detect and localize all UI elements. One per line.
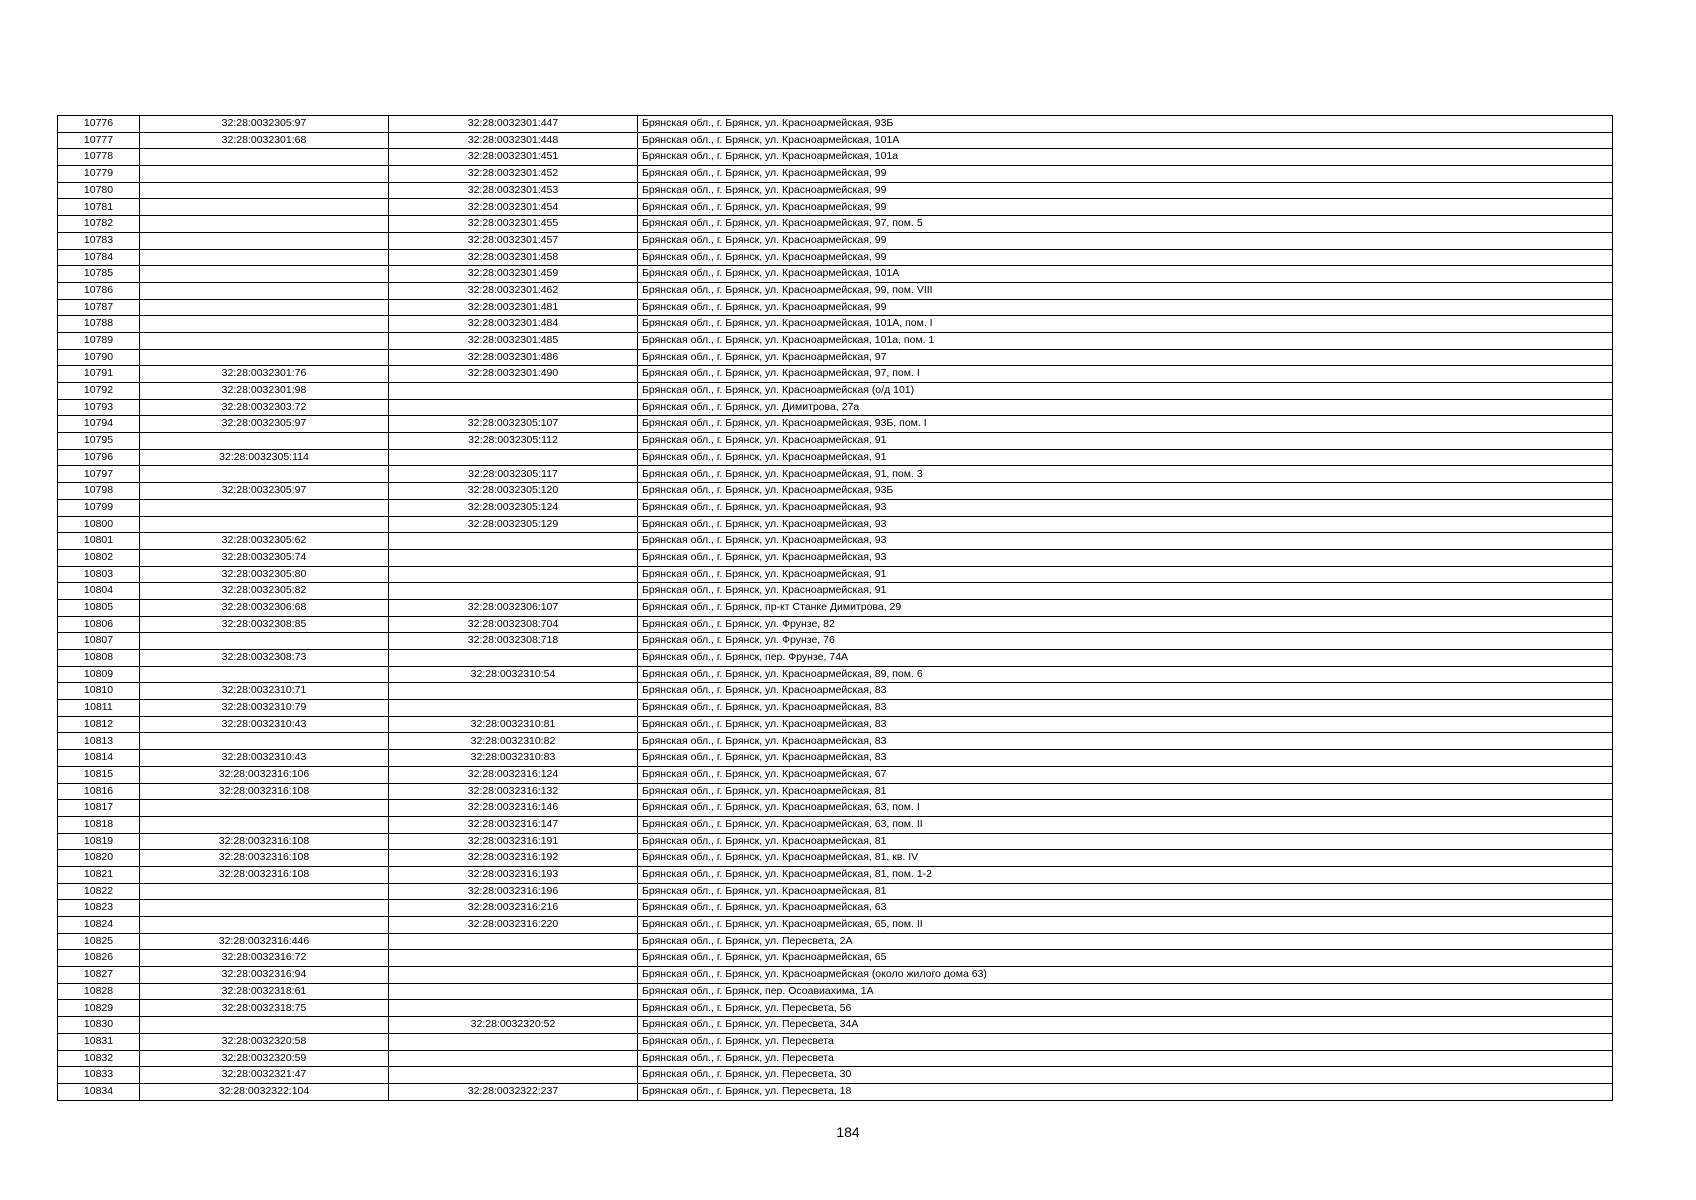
object-cadastral-number-cell [389,950,638,967]
row-number-cell: 10815 [58,766,140,783]
address-cell: Брянская обл., г. Брянск, ул. Красноармейская, 83 [638,716,1613,733]
land-cadastral-number-cell: 32:28:0032305:82 [140,583,389,600]
land-cadastral-number-cell [140,883,389,900]
row-number-cell: 10782 [58,216,140,233]
object-cadastral-number-cell: 32:28:0032316:220 [389,917,638,934]
object-cadastral-number-cell [389,683,638,700]
object-cadastral-number-cell: 32:28:0032308:704 [389,616,638,633]
row-number-cell: 10793 [58,399,140,416]
address-cell: Брянская обл., г. Брянск, ул. Пересвета [638,1033,1613,1050]
table-row [58,816,1613,833]
land-cadastral-number-cell [140,917,389,934]
address-cell: Брянская обл., г. Брянск, ул. Красноармейская, 63, пом. I [638,800,1613,817]
row-number-cell: 10781 [58,199,140,216]
land-cadastral-number-cell [140,499,389,516]
row-number-cell: 10816 [58,783,140,800]
table-row [58,232,1613,249]
table-row [58,666,1613,683]
address-cell: Брянская обл., г. Брянск, ул. Красноармейская, 93 [638,549,1613,566]
table-row [58,116,1613,133]
object-cadastral-number-cell: 32:28:0032301:481 [389,299,638,316]
row-number-cell: 10797 [58,466,140,483]
land-cadastral-number-cell: 32:28:0032310:43 [140,716,389,733]
object-cadastral-number-cell: 32:28:0032320:52 [389,1017,638,1034]
land-cadastral-number-cell [140,332,389,349]
object-cadastral-number-cell: 32:28:0032322:237 [389,1083,638,1100]
table-row [58,316,1613,333]
table-row [58,199,1613,216]
address-cell: Брянская обл., г. Брянск, ул. Красноармейская, 97 [638,349,1613,366]
table-row [58,700,1613,717]
land-cadastral-number-cell [140,433,389,450]
object-cadastral-number-cell: 32:28:0032316:192 [389,850,638,867]
row-number-cell: 10788 [58,316,140,333]
land-cadastral-number-cell [140,182,389,199]
row-number-cell: 10830 [58,1017,140,1034]
land-cadastral-number-cell: 32:28:0032322:104 [140,1083,389,1100]
object-cadastral-number-cell [389,1000,638,1017]
address-cell: Брянская обл., г. Брянск, пер. Осоавиахима, 1А [638,983,1613,1000]
table-row [58,166,1613,183]
object-cadastral-number-cell: 32:28:0032301:484 [389,316,638,333]
object-cadastral-number-cell [389,933,638,950]
address-cell: Брянская обл., г. Брянск, ул. Красноармейская, 99 [638,166,1613,183]
table-row [58,716,1613,733]
address-cell: Брянская обл., г. Брянск, ул. Красноармейская (около жилого дома 63) [638,967,1613,984]
land-cadastral-number-cell: 32:28:0032316:108 [140,850,389,867]
object-cadastral-number-cell [389,449,638,466]
address-cell: Брянская обл., г. Брянск, пер. Фрунзе, 74А [638,650,1613,667]
table-row [58,349,1613,366]
table-row [58,1083,1613,1100]
object-cadastral-number-cell [389,399,638,416]
table-row [58,282,1613,299]
address-cell: Брянская обл., г. Брянск, ул. Красноармейская, 99, пом. VIII [638,282,1613,299]
table-row [58,399,1613,416]
table-row [58,1000,1613,1017]
object-cadastral-number-cell: 32:28:0032310:81 [389,716,638,733]
address-cell: Брянская обл., г. Брянск, ул. Красноармейская, 63 [638,900,1613,917]
object-cadastral-number-cell: 32:28:0032301:447 [389,116,638,133]
table-row [58,266,1613,283]
land-cadastral-number-cell [140,733,389,750]
address-cell: Брянская обл., г. Брянск, ул. Фрунзе, 76 [638,633,1613,650]
address-cell: Брянская обл., г. Брянск, ул. Красноармейская, 101а, пом. 1 [638,332,1613,349]
table-row [58,1050,1613,1067]
land-cadastral-number-cell: 32:28:0032318:75 [140,1000,389,1017]
object-cadastral-number-cell: 32:28:0032301:462 [389,282,638,299]
address-cell: Брянская обл., г. Брянск, ул. Красноармейская, 101А [638,132,1613,149]
object-cadastral-number-cell: 32:28:0032316:124 [389,766,638,783]
row-number-cell: 10826 [58,950,140,967]
table-row [58,866,1613,883]
table-row [58,1033,1613,1050]
row-number-cell: 10804 [58,583,140,600]
address-cell: Брянская обл., г. Брянск, ул. Красноармейская, 91 [638,433,1613,450]
object-cadastral-number-cell: 32:28:0032301:453 [389,182,638,199]
table-row [58,650,1613,667]
row-number-cell: 10827 [58,967,140,984]
object-cadastral-number-cell: 32:28:0032301:490 [389,366,638,383]
object-cadastral-number-cell [389,1033,638,1050]
row-number-cell: 10832 [58,1050,140,1067]
row-number-cell: 10834 [58,1083,140,1100]
row-number-cell: 10817 [58,800,140,817]
table-row [58,549,1613,566]
row-number-cell: 10823 [58,900,140,917]
address-cell: Брянская обл., г. Брянск, ул. Красноармейская, 93Б [638,116,1613,133]
row-number-cell: 10820 [58,850,140,867]
land-cadastral-number-cell: 32:28:0032316:106 [140,766,389,783]
object-cadastral-number-cell [389,967,638,984]
object-cadastral-number-cell: 32:28:0032305:129 [389,516,638,533]
row-number-cell: 10802 [58,549,140,566]
land-cadastral-number-cell: 32:28:0032305:74 [140,549,389,566]
object-cadastral-number-cell: 32:28:0032316:132 [389,783,638,800]
object-cadastral-number-cell: 32:28:0032301:455 [389,216,638,233]
object-cadastral-number-cell [389,533,638,550]
table-row [58,1017,1613,1034]
object-cadastral-number-cell: 32:28:0032316:216 [389,900,638,917]
table-row [58,516,1613,533]
row-number-cell: 10783 [58,232,140,249]
row-number-cell: 10785 [58,266,140,283]
address-cell: Брянская обл., г. Брянск, ул. Красноармейская, 99 [638,199,1613,216]
row-number-cell: 10792 [58,383,140,400]
land-cadastral-number-cell [140,666,389,683]
address-cell: Брянская обл., г. Брянск, ул. Красноармейская, 81 [638,783,1613,800]
object-cadastral-number-cell [389,1067,638,1084]
object-cadastral-number-cell [389,700,638,717]
table-row [58,850,1613,867]
row-number-cell: 10810 [58,683,140,700]
table-row [58,466,1613,483]
address-cell: Брянская обл., г. Брянск, ул. Красноармейская, 93Б, пом. I [638,416,1613,433]
address-cell: Брянская обл., г. Брянск, ул. Пересвета, 18 [638,1083,1613,1100]
address-cell: Брянская обл., г. Брянск, ул. Красноармейская, 91 [638,566,1613,583]
object-cadastral-number-cell: 32:28:0032305:124 [389,499,638,516]
address-cell: Брянская обл., г. Брянск, ул. Красноармейская, 83 [638,683,1613,700]
row-number-cell: 10824 [58,917,140,934]
address-cell: Брянская обл., г. Брянск, ул. Красноармейская, 81 [638,833,1613,850]
object-cadastral-number-cell: 32:28:0032301:457 [389,232,638,249]
land-cadastral-number-cell [140,282,389,299]
address-cell: Брянская обл., г. Брянск, ул. Красноармейская, 83 [638,700,1613,717]
land-cadastral-number-cell: 32:28:0032316:446 [140,933,389,950]
table-row [58,416,1613,433]
land-cadastral-number-cell: 32:28:0032303:72 [140,399,389,416]
object-cadastral-number-cell: 32:28:0032308:718 [389,633,638,650]
land-cadastral-number-cell: 32:28:0032321:47 [140,1067,389,1084]
land-cadastral-number-cell [140,232,389,249]
table-row [58,1067,1613,1084]
address-cell: Брянская обл., г. Брянск, ул. Красноармейская, 81, кв. IV [638,850,1613,867]
object-cadastral-number-cell: 32:28:0032301:454 [389,199,638,216]
address-cell: Брянская обл., г. Брянск, ул. Красноармейская, 91, пом. 3 [638,466,1613,483]
table-row [58,149,1613,166]
address-cell: Брянская обл., г. Брянск, ул. Пересвета, 30 [638,1067,1613,1084]
table-row [58,967,1613,984]
table-row [58,216,1613,233]
object-cadastral-number-cell [389,983,638,1000]
row-number-cell: 10778 [58,149,140,166]
table-row [58,800,1613,817]
table-row [58,683,1613,700]
land-cadastral-number-cell: 32:28:0032305:62 [140,533,389,550]
address-cell: Брянская обл., г. Брянск, ул. Красноармейская, 101А, пом. I [638,316,1613,333]
row-number-cell: 10829 [58,1000,140,1017]
land-cadastral-number-cell: 32:28:0032305:80 [140,566,389,583]
land-cadastral-number-cell: 32:28:0032310:43 [140,750,389,767]
land-cadastral-number-cell [140,466,389,483]
land-cadastral-number-cell [140,149,389,166]
address-cell: Брянская обл., г. Брянск, ул. Красноармейская, 99 [638,232,1613,249]
land-cadastral-number-cell: 32:28:0032308:85 [140,616,389,633]
land-cadastral-number-cell [140,800,389,817]
row-number-cell: 10784 [58,249,140,266]
table-row [58,449,1613,466]
row-number-cell: 10818 [58,816,140,833]
row-number-cell: 10807 [58,633,140,650]
table-row [58,483,1613,500]
land-cadastral-number-cell [140,249,389,266]
row-number-cell: 10787 [58,299,140,316]
address-cell: Брянская обл., г. Брянск, ул. Красноармейская, 65, пом. II [638,917,1613,934]
table-row [58,733,1613,750]
object-cadastral-number-cell [389,650,638,667]
object-cadastral-number-cell [389,383,638,400]
row-number-cell: 10794 [58,416,140,433]
object-cadastral-number-cell: 32:28:0032305:117 [389,466,638,483]
land-cadastral-number-cell: 32:28:0032310:71 [140,683,389,700]
address-cell: Брянская обл., г. Брянск, ул. Красноармейская, 93Б [638,483,1613,500]
land-cadastral-number-cell [140,1017,389,1034]
object-cadastral-number-cell: 32:28:0032310:54 [389,666,638,683]
table-row [58,249,1613,266]
object-cadastral-number-cell: 32:28:0032310:82 [389,733,638,750]
address-cell: Брянская обл., г. Брянск, пр-кт Станке Димитрова, 29 [638,599,1613,616]
row-number-cell: 10798 [58,483,140,500]
land-cadastral-number-cell: 32:28:0032305:97 [140,116,389,133]
table-row [58,583,1613,600]
address-cell: Брянская обл., г. Брянск, ул. Красноармейская, 81 [638,883,1613,900]
object-cadastral-number-cell: 32:28:0032305:112 [389,433,638,450]
object-cadastral-number-cell: 32:28:0032310:83 [389,750,638,767]
table-row [58,616,1613,633]
land-cadastral-number-cell [140,166,389,183]
row-number-cell: 10795 [58,433,140,450]
address-cell: Брянская обл., г. Брянск, ул. Красноармейская, 89, пом. 6 [638,666,1613,683]
table-row [58,983,1613,1000]
row-number-cell: 10813 [58,733,140,750]
land-cadastral-number-cell [140,299,389,316]
object-cadastral-number-cell: 32:28:0032301:448 [389,132,638,149]
land-cadastral-number-cell [140,266,389,283]
row-number-cell: 10800 [58,516,140,533]
land-cadastral-number-cell: 32:28:0032305:114 [140,449,389,466]
land-cadastral-number-cell [140,349,389,366]
land-cadastral-number-cell: 32:28:0032305:97 [140,416,389,433]
address-cell: Брянская обл., г. Брянск, ул. Красноармейская, 97, пом. 5 [638,216,1613,233]
row-number-cell: 10779 [58,166,140,183]
object-cadastral-number-cell: 32:28:0032305:107 [389,416,638,433]
address-cell: Брянская обл., г. Брянск, ул. Красноармейская, 65 [638,950,1613,967]
row-number-cell: 10831 [58,1033,140,1050]
object-cadastral-number-cell [389,583,638,600]
page-number: 184 [836,1124,860,1140]
table-row [58,633,1613,650]
land-cadastral-number-cell: 32:28:0032306:68 [140,599,389,616]
row-number-cell: 10786 [58,282,140,299]
address-cell: Брянская обл., г. Брянск, ул. Красноармейская (о/д 101) [638,383,1613,400]
row-number-cell: 10825 [58,933,140,950]
address-cell: Брянская обл., г. Брянск, ул. Пересвета, 2А [638,933,1613,950]
object-cadastral-number-cell: 32:28:0032301:451 [389,149,638,166]
table-row [58,383,1613,400]
table-row [58,783,1613,800]
address-cell: Брянская обл., г. Брянск, ул. Красноармейская, 83 [638,750,1613,767]
object-cadastral-number-cell: 32:28:0032301:452 [389,166,638,183]
object-cadastral-number-cell: 32:28:0032301:458 [389,249,638,266]
land-cadastral-number-cell: 32:28:0032308:73 [140,650,389,667]
land-cadastral-number-cell: 32:28:0032320:59 [140,1050,389,1067]
object-cadastral-number-cell [389,549,638,566]
row-number-cell: 10811 [58,700,140,717]
land-cadastral-number-cell: 32:28:0032301:68 [140,132,389,149]
table-row [58,917,1613,934]
registry-body [58,116,1613,1101]
land-cadastral-number-cell [140,900,389,917]
land-cadastral-number-cell [140,199,389,216]
object-cadastral-number-cell [389,1050,638,1067]
address-cell: Брянская обл., г. Брянск, ул. Пересвета [638,1050,1613,1067]
table-row [58,299,1613,316]
row-number-cell: 10808 [58,650,140,667]
land-cadastral-number-cell [140,816,389,833]
row-number-cell: 10791 [58,366,140,383]
land-cadastral-number-cell [140,216,389,233]
object-cadastral-number-cell: 32:28:0032316:193 [389,866,638,883]
row-number-cell: 10828 [58,983,140,1000]
address-cell: Брянская обл., г. Брянск, ул. Красноармейская, 93 [638,499,1613,516]
land-cadastral-number-cell [140,516,389,533]
land-cadastral-number-cell: 32:28:0032316:108 [140,866,389,883]
address-cell: Брянская обл., г. Брянск, ул. Красноармейская, 67 [638,766,1613,783]
object-cadastral-number-cell: 32:28:0032301:459 [389,266,638,283]
table-row [58,332,1613,349]
land-cadastral-number-cell: 32:28:0032310:79 [140,700,389,717]
table-row [58,833,1613,850]
address-cell: Брянская обл., г. Брянск, ул. Красноармейская, 83 [638,733,1613,750]
row-number-cell: 10833 [58,1067,140,1084]
address-cell: Брянская обл., г. Брянск, ул. Красноармейская, 91 [638,449,1613,466]
land-cadastral-number-cell: 32:28:0032320:58 [140,1033,389,1050]
address-cell: Брянская обл., г. Брянск, ул. Красноармейская, 91 [638,583,1613,600]
row-number-cell: 10777 [58,132,140,149]
table-row [58,900,1613,917]
row-number-cell: 10789 [58,332,140,349]
table-row [58,750,1613,767]
address-cell: Брянская обл., г. Брянск, ул. Красноармейская, 93 [638,516,1613,533]
address-cell: Брянская обл., г. Брянск, ул. Фрунзе, 82 [638,616,1613,633]
row-number-cell: 10822 [58,883,140,900]
land-cadastral-number-cell [140,316,389,333]
object-cadastral-number-cell [389,566,638,583]
row-number-cell: 10780 [58,182,140,199]
table-row [58,132,1613,149]
table-row [58,182,1613,199]
table-row [58,766,1613,783]
address-cell: Брянская обл., г. Брянск, ул. Красноармейская, 81, пом. 1-2 [638,866,1613,883]
address-cell: Брянская обл., г. Брянск, ул. Красноармейская, 99 [638,182,1613,199]
table-row [58,950,1613,967]
address-cell: Брянская обл., г. Брянск, ул. Красноармейская, 101а [638,149,1613,166]
object-cadastral-number-cell: 32:28:0032316:146 [389,800,638,817]
land-cadastral-number-cell: 32:28:0032316:108 [140,833,389,850]
object-cadastral-number-cell: 32:28:0032316:196 [389,883,638,900]
row-number-cell: 10821 [58,866,140,883]
address-cell: Брянская обл., г. Брянск, ул. Красноармейская, 97, пом. I [638,366,1613,383]
table-row [58,366,1613,383]
land-cadastral-number-cell: 32:28:0032305:97 [140,483,389,500]
object-cadastral-number-cell: 32:28:0032316:191 [389,833,638,850]
row-number-cell: 10809 [58,666,140,683]
land-cadastral-number-cell: 32:28:0032301:76 [140,366,389,383]
land-cadastral-number-cell: 32:28:0032318:61 [140,983,389,1000]
row-number-cell: 10799 [58,499,140,516]
object-cadastral-number-cell: 32:28:0032301:486 [389,349,638,366]
row-number-cell: 10796 [58,449,140,466]
address-cell: Брянская обл., г. Брянск, ул. Пересвета, 34А [638,1017,1613,1034]
table-row [58,599,1613,616]
object-cadastral-number-cell: 32:28:0032305:120 [389,483,638,500]
row-number-cell: 10790 [58,349,140,366]
address-cell: Брянская обл., г. Брянск, ул. Красноармейская, 93 [638,533,1613,550]
object-cadastral-number-cell: 32:28:0032306:107 [389,599,638,616]
row-number-cell: 10814 [58,750,140,767]
row-number-cell: 10803 [58,566,140,583]
address-cell: Брянская обл., г. Брянск, ул. Димитрова, 27а [638,399,1613,416]
row-number-cell: 10806 [58,616,140,633]
address-cell: Брянская обл., г. Брянск, ул. Красноармейская, 63, пом. II [638,816,1613,833]
table-row [58,433,1613,450]
table-row [58,883,1613,900]
address-cell: Брянская обл., г. Брянск, ул. Красноармейская, 101А [638,266,1613,283]
table-row [58,566,1613,583]
address-cell: Брянская обл., г. Брянск, ул. Пересвета, 56 [638,1000,1613,1017]
row-number-cell: 10776 [58,116,140,133]
registry-table [57,115,1613,1101]
address-cell: Брянская обл., г. Брянск, ул. Красноармейская, 99 [638,249,1613,266]
table-row [58,533,1613,550]
land-cadastral-number-cell: 32:28:0032316:94 [140,967,389,984]
land-cadastral-number-cell: 32:28:0032316:72 [140,950,389,967]
table-row [58,933,1613,950]
row-number-cell: 10812 [58,716,140,733]
land-cadastral-number-cell [140,633,389,650]
row-number-cell: 10819 [58,833,140,850]
row-number-cell: 10805 [58,599,140,616]
row-number-cell: 10801 [58,533,140,550]
land-cadastral-number-cell: 32:28:0032316:108 [140,783,389,800]
table-row [58,499,1613,516]
land-cadastral-number-cell: 32:28:0032301:98 [140,383,389,400]
object-cadastral-number-cell: 32:28:0032316:147 [389,816,638,833]
object-cadastral-number-cell: 32:28:0032301:485 [389,332,638,349]
address-cell: Брянская обл., г. Брянск, ул. Красноармейская, 99 [638,299,1613,316]
